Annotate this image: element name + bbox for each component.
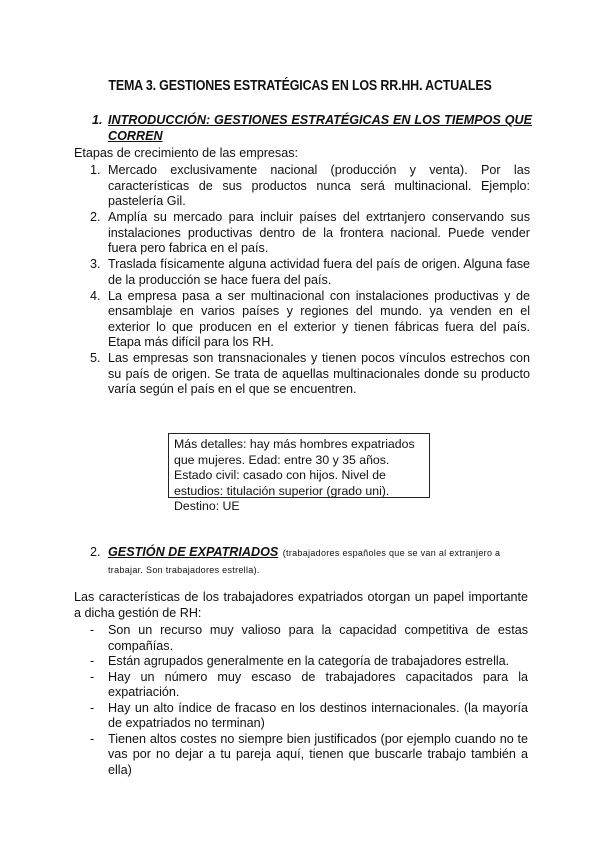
list-item-text: Amplía su mercado para incluir países del extrtanjero conservando sus instalaciones productivas dentro de la frontera nacional. Puede vender fuera pero fabrica en el país. <box>108 210 530 255</box>
list-item-number: 2. <box>90 210 101 224</box>
bullet-dash: - <box>90 654 95 668</box>
bullet-dash: - <box>90 700 95 715</box>
list-item-text: Hay un número muy escaso de trabajadores capacitados para la expatriación. <box>108 669 528 699</box>
list-item <box>90 351 530 398</box>
bullet-dash: - <box>90 731 95 746</box>
list-item-text: Mercado exclusivamente nacional (producción y venta). Por las características de sus productos nunca será multinacional. Ejemplo: pastelería Gil. <box>108 163 530 208</box>
intro-text: Etapas de crecimiento de las empresas: <box>74 146 299 160</box>
bullet-dash: - <box>90 623 95 637</box>
list-item-text: Traslada físicamente alguna actividad fuera del país de origen. Alguna fase de la producción se hace fuera del país. <box>108 257 530 287</box>
list-item <box>90 257 530 288</box>
list-item-text: La empresa pasa a ser multinacional con instalaciones productivas y de ensamblaje en varios países y regiones del mundo. ya venden en el exterior lo que producen en el exterior y tienen fábricas fuera del país. Etapa más difícil para los RH. <box>108 288 530 349</box>
list-item <box>90 289 530 351</box>
characteristics-list <box>90 623 528 778</box>
section-1-title: INTRODUCCIÓN: GESTIONES ESTRATÉGICAS EN LOS TIEMPOS QUE CORREN <box>108 113 532 143</box>
list-item-number: 4. <box>90 288 101 303</box>
list-item <box>90 210 530 257</box>
list-item-number: 3. <box>90 257 101 271</box>
list-item <box>90 163 530 210</box>
bullet-dash: - <box>90 669 95 684</box>
list-item <box>90 732 528 779</box>
section-2-note: (trabajadores españoles que se van al extranjero a trabajar. Son trabajadores estrella). <box>108 548 501 575</box>
details-box: Más detalles: hay más hombres expatriados que mujeres. Edad: entre 30 y 35 años. Estado civil: casado con hijos. Nivel de estudios: titulación superior (grado uni). Destino: UE <box>168 433 430 498</box>
list-item <box>90 623 528 654</box>
list-item-text: Hay un alto índice de fracaso en los destinos internacionales. (la mayoría de expatriados no terminan) <box>108 700 528 730</box>
document-title: TEMA 3. GESTIONES ESTRATÉGICAS EN LOS RR.HH. ACTUALES <box>108 78 492 94</box>
growth-stages-list <box>90 163 530 398</box>
list-item-text: Están agrupados generalmente en la categoría de trabajadores estrella. <box>108 654 510 668</box>
list-item-text: Las empresas son transnacionales y tienen pocos vínculos estrechos con su país de origen. Se trata de aquellas multinacionales donde su producto varía según el país en el que se encuentren. <box>108 351 530 396</box>
list-item <box>90 670 528 701</box>
section-1-heading <box>92 112 532 144</box>
section-2-title: GESTIÓN DE EXPATRIADOS <box>108 545 279 559</box>
list-item-text: Tienen altos costes no siempre bien justificados (por ejemplo cuando no te vas por no dejar a tu pareja aquí, tienen que buscarle trabajo también a ella) <box>108 731 528 777</box>
section-2-heading <box>90 544 536 578</box>
list-item-number: 1. <box>90 163 101 177</box>
list-item-text: Son un recurso muy valioso para la capacidad competitiva de estas compañías. <box>108 623 528 653</box>
list-item <box>90 654 528 670</box>
section-1-number: 1. <box>92 113 103 127</box>
section-2-intro: Las características de los trabajadores expatriados otorgan un papel importante a dicha gestión de RH: <box>74 590 528 620</box>
list-item <box>90 701 528 732</box>
list-item-number: 5. <box>90 351 101 365</box>
section-2-number: 2. <box>90 545 101 559</box>
